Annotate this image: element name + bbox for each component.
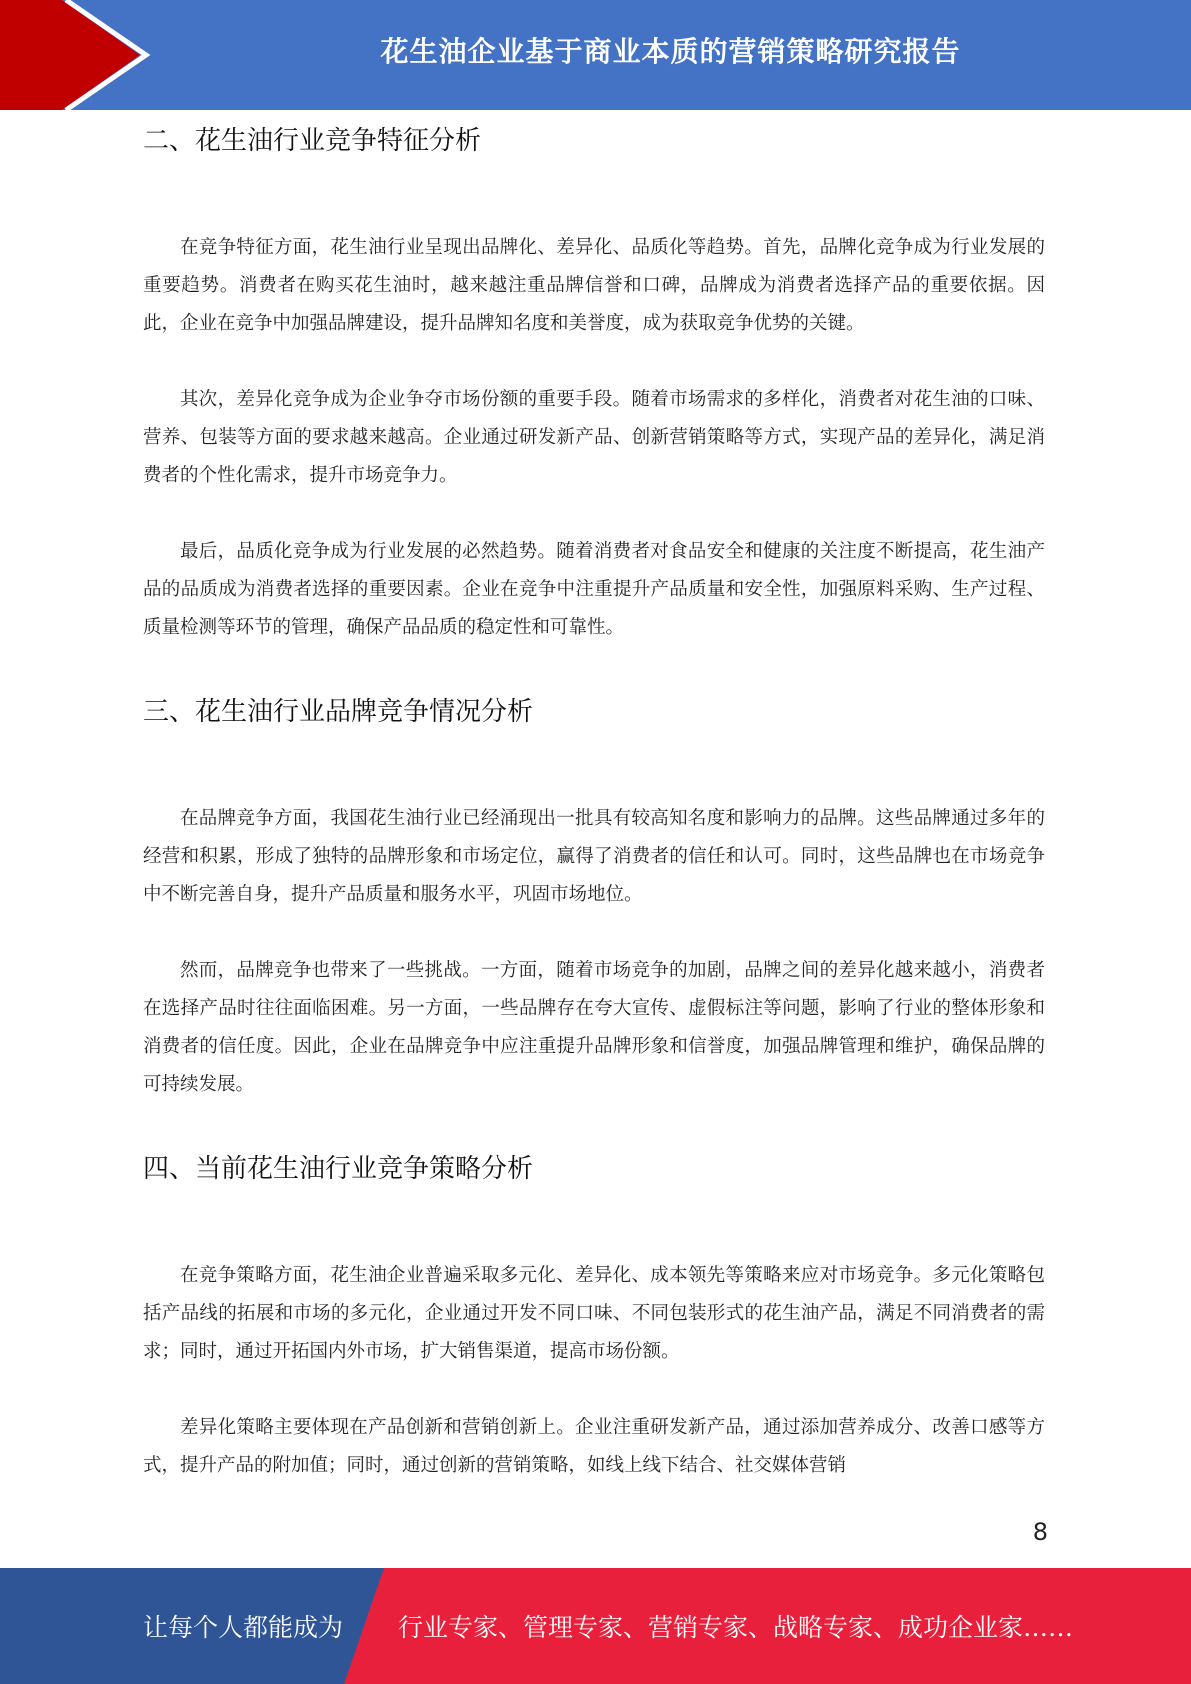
section-heading: 三、花生油行业品牌竞争情况分析 (143, 697, 534, 727)
section-paragraph: 在竞争策略方面，花生油企业普遍采取多元化、差异化、成本领先等策略来应对市场竞争。多元化策略包括产品线的拓展和市场的多元化，企业通过开发不同口味、不同包装形式的花生油产品，满足不同消费者的需求；同时，通过开拓国内外市场，扩大销售渠道，提高市场份额。 (143, 1265, 1045, 1362)
page-number: 8 (1032, 1518, 1048, 1546)
main-content (143, 120, 1045, 1485)
section-paragraph: 在品牌竞争方面，我国花生油行业已经涌现出一批具有较高知名度和影响力的品牌。这些品牌通过多年的经营和积累，形成了独特的品牌形象和市场定位，赢得了消费者的信任和认可。同时，这些品牌也在市场竞争中不断完善自身，提升产品质量和服务水平，巩固市场地位。 (143, 808, 1045, 905)
section-paragraph: 最后，品质化竞争成为行业发展的必然趋势。随着消费者对食品安全和健康的关注度不断提高，花生油产品的品质成为消费者选择的重要因素。企业在竞争中注重提升产品质量和安全性，加强原料采购、生产过程、质量检测等环节的管理，确保产品品质的稳定性和可靠性。 (143, 541, 1045, 638)
section-paragraph: 差异化策略主要体现在产品创新和营销创新上。企业注重研发新产品，通过添加营养成分、改善口感等方式，提升产品的附加值；同时，通过创新的营销策略，如线上线下结合、社交媒体营销 (143, 1417, 1045, 1476)
footer-slogan-right: 行业专家、管理专家、营销专家、战略专家、成功企业家…… (398, 1613, 1074, 1642)
header-arrow-icon (0, 0, 160, 110)
section-paragraph: 然而，品牌竞争也带来了一些挑战。一方面，随着市场竞争的加剧，品牌之间的差异化越来越小，消费者在选择产品时往往面临困难。另一方面，一些品牌存在夸大宣传、虚假标注等问题，影响了行业的整体形象和消费者的信任度。因此，企业在品牌竞争中应注重提升品牌形象和信誉度，加强品牌管理和维护，确保品牌的可持续发展。 (143, 960, 1045, 1095)
section-paragraph: 在竞争特征方面，花生油行业呈现出品牌化、差异化、品质化等趋势。首先，品牌化竞争成为行业发展的重要趋势。消费者在购买花生油时，越来越注重品牌信誉和口碑，品牌成为消费者选择产品的重要依据。因此，企业在竞争中加强品牌建设，提升品牌知名度和美誉度，成为获取竞争优势的关键。 (143, 237, 1045, 334)
report-title: 花生油企业基于商业本质的营销策略研究报告 (380, 35, 961, 68)
page-header (0, 0, 1191, 110)
section-heading: 二、花生油行业竞争特征分析 (143, 126, 482, 156)
section-paragraph: 其次，差异化竞争成为企业争夺市场份额的重要手段。随着市场需求的多样化，消费者对花生油的口味、营养、包装等方面的要求越来越高。企业通过研发新产品、创新营销策略等方式，实现产品的差异化，满足消费者的个性化需求，提升市场竞争力。 (143, 389, 1045, 486)
section-heading: 四、当前花生油行业竞争策略分析 (143, 1154, 534, 1184)
page-footer (0, 1568, 1191, 1684)
footer-slogan-left: 让每个人都能成为 (143, 1613, 344, 1642)
